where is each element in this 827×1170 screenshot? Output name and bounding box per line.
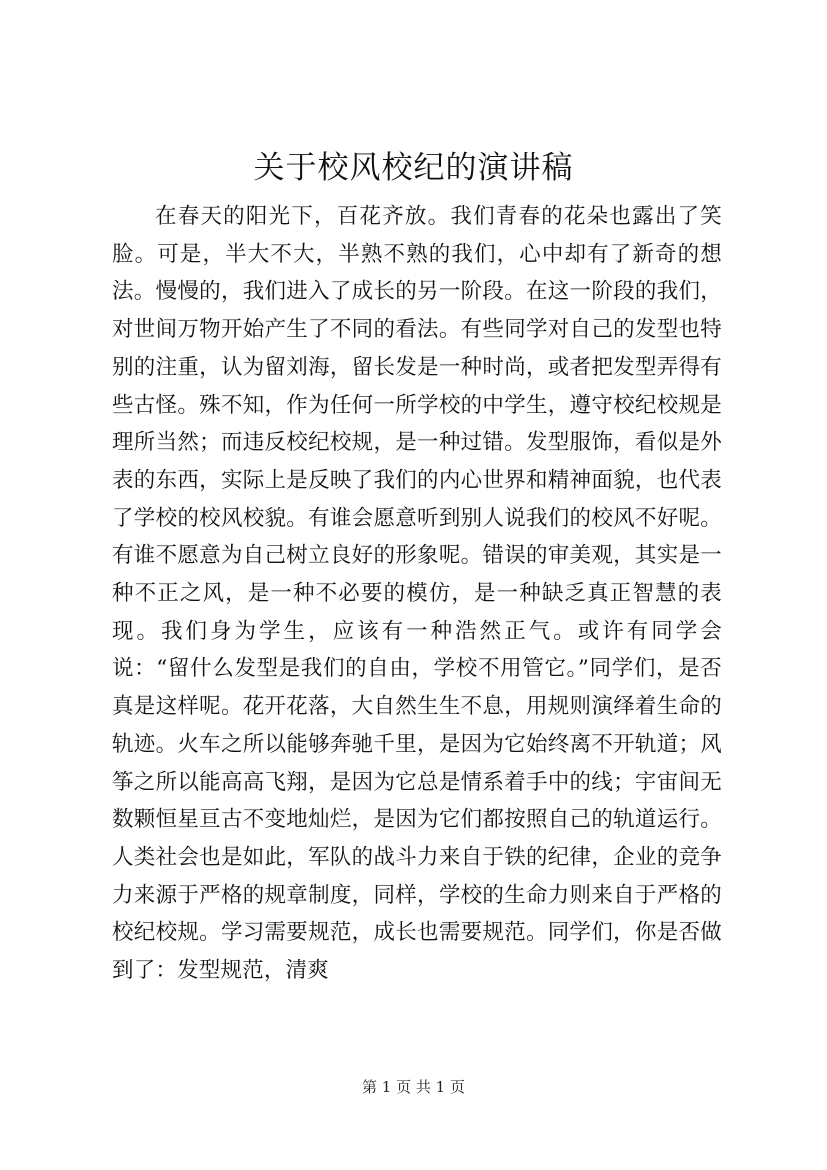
document-body-paragraph: 在春天的阳光下，百花齐放。我们青春的花朵也露出了笑脸。可是，半大不大，半熟不熟的我们，心中却有了新奇的想法。慢慢的，我们进入了成长的另一阶段。在这一阶段的我们，对世间万物开始产生了不同的看法。有些同学对自己的发型也特别的注重，认为留刘海，留长发是一种时尚，或者把发型弄得有些古怪。殊不知，作为任何一所学校的中学生，遵守校纪校规是理所当然；而违反校纪校规，是一种过错。发型服饰，看似是外表的东西，实际上是反映了我们的内心世界和精神面貌，也代表了学校的校风校貌。有谁会愿意听到别人说我们的校风不好呢。有谁不愿意为自己树立良好的形象呢。错误的审美观，其实是一种不正之风，是一种不必要的模仿，是一种缺乏真正智慧的表现。我们身为学生，应该有一种浩然正气。或许有同学会说：“留什么发型是我们的自由，学校不用管它。”同学们，是否真是这样呢。花开花落，大自然生生不息，用规则演绎着生命的轨迹。火车之所以能够奔驰千里，是因为它始终离不开轨道；风筝之所以能高高飞翔，是因为它总是情系着手中的线；宇宙间无数颗恒星亘古不变地灿烂，是因为它们都按照自己的轨道运行。人类社会也是如此，军队的战斗力来自于铁的纪律，企业的竞争力来源于严格的规章制度，同样，学校的生命力则来自于严格的校纪校规。学习需要规范，成长也需要规范。同学们，你是否做到了：发型规范，清爽 xyxy=(112,204,722,984)
page-number-footer: 第 1 页 共 1 页 xyxy=(362,1078,465,1096)
document-title: 关于校风校纪的演讲稿 xyxy=(253,150,574,186)
